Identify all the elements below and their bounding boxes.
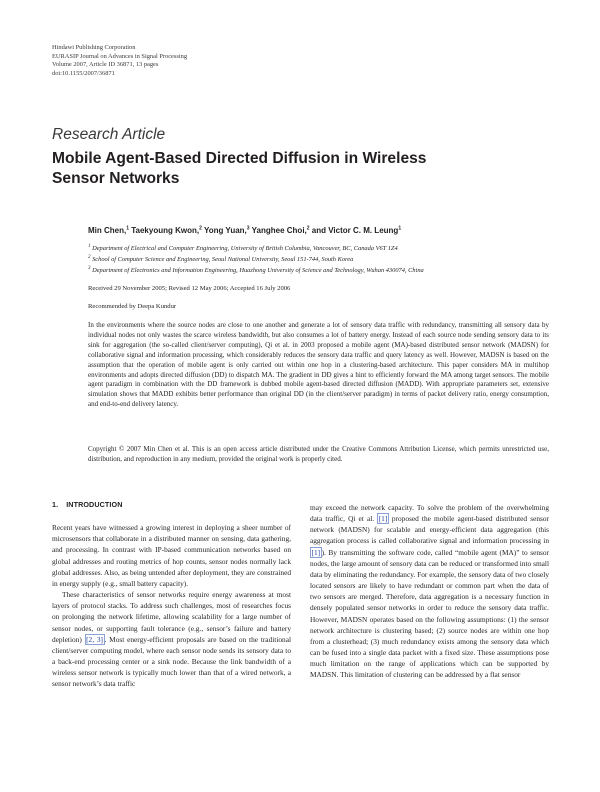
author-affiliation-mark: 2	[306, 225, 310, 232]
title-line-2: Sensor Networks	[52, 170, 180, 187]
copyright-notice: Copyright © 2007 Min Chen et al. This is an open access article distributed under the Creative Commons Attribution License, which permits unrestricted use, distribution, and reproduction in any medium, provided the original work is properly cited.	[88, 445, 549, 463]
header-volume: Volume 2007, Article ID 36871, 13 pages	[52, 61, 159, 69]
recommended-by: Recommended by Deepa Kundur	[88, 303, 177, 310]
author-affiliation-mark: 2	[199, 225, 202, 232]
citation-link[interactable]: [1]	[311, 547, 321, 557]
affiliation-mark: 2	[88, 254, 91, 260]
affiliation-item	[88, 265, 568, 276]
author-name: and Victor C. M. Leung	[311, 226, 399, 235]
header-journal: EURASIP Journal on Advances in Signal Processing	[52, 52, 188, 60]
left-column	[52, 499, 291, 690]
title-line-1: Mobile Agent-Based Directed Diffusion in Wireless	[52, 150, 427, 167]
author-name: Min Chen,	[88, 226, 127, 235]
right-column	[310, 502, 549, 681]
citation-link[interactable]: [1]	[378, 514, 388, 524]
paragraph	[52, 589, 291, 689]
author-name: Yong Yuan,	[203, 226, 247, 235]
header-publisher: Hindawi Publishing Corporation	[52, 44, 136, 51]
received-dates: Received 29 November 2005; Revised 12 May 2006; Accepted 16 July 2006	[88, 285, 291, 292]
affiliation-text: Department of Electronics and Information Engineering, Huazhong University of Science and Technology, Wuhan 430074, China	[92, 267, 424, 274]
paper-title	[52, 149, 452, 189]
affiliation-item	[88, 243, 568, 254]
journal-header	[52, 44, 352, 78]
paragraph-text: . Most energy-efficient proposals are based on the traditional client/server computing model, where each sensor node sends its sensory data to a back-end processing center or a sink node. Because the link bandwidth of a wireless sensor network is typically much lower than that of a wired network, a sensor network’s data traffic	[52, 634, 292, 689]
section-title: INTRODUCTION	[66, 500, 123, 509]
author-list	[88, 225, 568, 236]
author-affiliation-mark: 1	[126, 225, 129, 232]
header-doi: doi:10.1155/2007/36871	[52, 69, 115, 77]
affiliation-mark: 1	[88, 243, 91, 249]
author-affiliation-mark: 3	[246, 225, 250, 232]
author-name: Yanghee Choi,	[251, 226, 307, 235]
paragraph-text: proposed the mobile agent-based distributed sensor network (MADSN) for scalable and energy-efficient data aggregation (this aggregation process is called collaborative signal and information processing in	[310, 514, 549, 546]
section-heading	[52, 499, 291, 510]
paragraph-text: ). By transmitting the software code, called “mobile agent (MA)” to sensor nodes, the large amount of sensory data can be reduced or transformed into small data by eliminating the redundancy. For example, the sensory data of two closely located sensors are likely to have redundant or common part when the data of two sensors are merged. Therefore, data aggregation is a necessary function in densely populated sensor networks in order to reduce the sensory data traffic. However, MADSN operates based on the following assumptions: (1) the sensor network architecture is clustering based; (2) source nodes are within one hop from a clusterhead; (3) much redundancy exists among the sensory data which can be fused into a single data packet with a fixed size. These assumptions pose much limitation on the range of applications which can be supported by MADSN. This limitation of clustering can be addressed by a flat sensor	[310, 547, 549, 680]
article-type: Research Article	[52, 126, 166, 143]
author-name: Taekyoung Kwon,	[131, 226, 200, 235]
abstract: In the environments where the source nodes are close to one another and generate a lot of sensory data traffic with redundancy, transmitting all sensory data by individual nodes not only wastes the scarce wireless bandwidth, but also consumes a lot of battery energy. Instead of each source node sending sensory data to its sink for aggregation (the so-called client/server computing), Qi et al. in 2003 proposed a mobile agent (MA)-based distributed sensor network (MADSN) for collaborative signal and information processing, which considerably reduces the sensory data traffic and query latency as well. However, MADSN is based on the assumption that the operation of mobile agent is only carried out within one hop in a clustering-based architecture. This paper considers MA in multihop environments and adopts directed diffusion (DD) to dispatch MA. The gradient in DD gives a hint to efficiently forward the MA among target sensors. The mobile agent paradigm in combination with the DD framework is dubbed mobile agent-based directed diffusion (MADD). With appropriate parameters set, extensive simulation shows that MADD exhibits better performance than original DD (in the client/server paradigm) in terms of packet delivery ratio, energy consumption, and end-to-end delivery latency.	[88, 321, 549, 409]
author-affiliation-mark: 1	[398, 225, 402, 232]
affiliation-text: School of Computer Science and Engineering, Seoul National University, Seoul 151-744, South Korea	[92, 256, 354, 263]
section-number: 1.	[52, 500, 59, 509]
affiliation-item	[88, 254, 568, 265]
citation-link[interactable]: [2, 3]	[86, 634, 104, 644]
paragraph-text: may exceed the network capacity. To solve the problem of the overwhelming data traffic, Qi et al.	[310, 503, 549, 524]
affiliation-list	[88, 243, 568, 276]
affiliation-text: Department of Electrical and Computer Engineering, University of British Columbia, Vancouver, BC, Canada V6T 1Z4	[92, 245, 398, 252]
paragraph-text: These characteristics of sensor networks require energy awareness at most layers of protocol stacks. To address such challenges, most of researches focus on prolonging the network lifetime, allowing scalability for a large number of sensor nodes, or supporting fault tolerance (e.g., sensor’s failure and battery depletion)	[52, 590, 291, 644]
paragraph	[310, 502, 549, 681]
affiliation-mark: 3	[88, 265, 91, 271]
paragraph: Recent years have witnessed a growing interest in deploying a sheer number of microsensors that collaborate in a distributed manner on sensing, data gathering, and processing. In contrast with IP-based communication networks based on global addresses and routing metrics of hop counts, sensor nodes normally lack global addresses. Also, as being untended after deployment, they are constrained in energy supply (e.g., small battery capacity).	[52, 523, 291, 588]
